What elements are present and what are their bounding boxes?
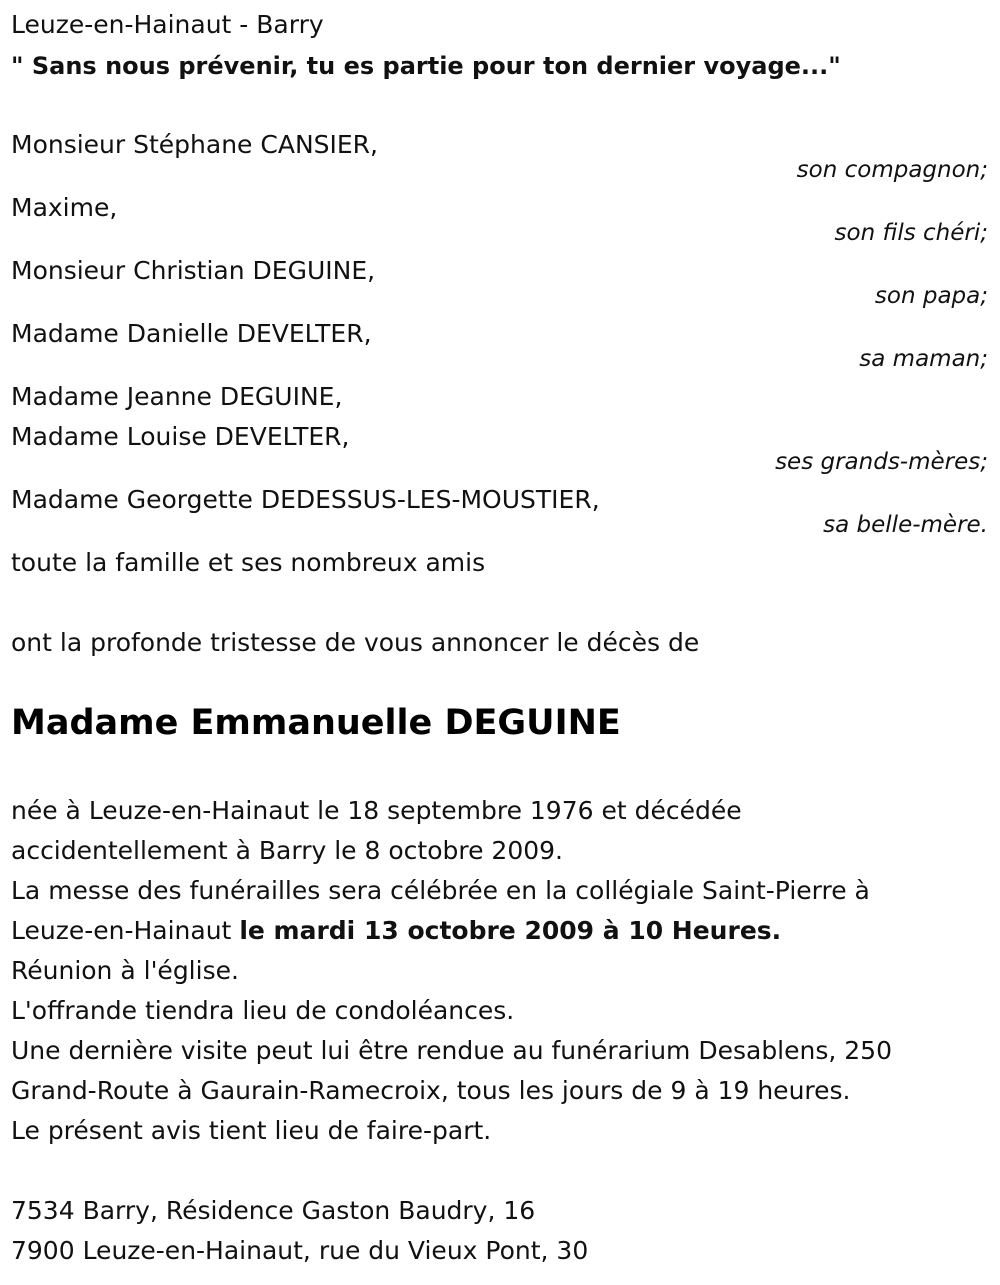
family-member-name: Monsieur Christian DEGUINE, — [11, 256, 376, 285]
family-member-relation: sa maman; — [859, 346, 988, 372]
address-line: 7900 Leuze-en-Hainaut, rue du Vieux Pont, 30 — [11, 1236, 589, 1265]
family-member-name: Madame Danielle DEVELTER, — [11, 319, 372, 348]
deceased-name: Madame Emmanuelle DEGUINE — [11, 703, 621, 743]
details-meeting: Réunion à l'église. — [11, 956, 239, 985]
family-member-name: Maxime, — [11, 193, 118, 222]
family-member-relation: sa belle-mère. — [823, 512, 988, 538]
header-quote: " Sans nous prévenir, tu es partie pour ton dernier voyage..." — [11, 52, 841, 80]
family-member-name: Monsieur Stéphane CANSIER, — [11, 130, 379, 159]
details-visit-line: Grand-Route à Gaurain-Ramecroix, tous les jours de 9 à 19 heures. — [11, 1076, 851, 1105]
family-member-relation: son papa; — [874, 283, 988, 309]
family-closing: toute la famille et ses nombreux amis — [11, 548, 486, 577]
details-offering: L'offrande tiendra lieu de condoléances. — [11, 996, 515, 1025]
details-mass-line — [11, 916, 781, 946]
family-member-relation: ses grands-mères; — [775, 449, 988, 475]
details-visit-line: Une dernière visite peut lui être rendue au funérarium Desablens, 250 — [11, 1036, 892, 1065]
family-member-relation: son fils chéri; — [834, 220, 988, 246]
mass-location-text: Leuze-en-Hainaut — [11, 916, 240, 945]
mass-datetime-text: le mardi 13 octobre 2009 à 10 Heures. — [239, 916, 782, 945]
family-member-name: Madame Jeanne DEGUINE, — [11, 382, 343, 411]
details-mass-line: La messe des funérailles sera célébrée en la collégiale Saint-Pierre à — [11, 876, 870, 905]
header-location: Leuze-en-Hainaut - Barry — [11, 10, 324, 39]
announcement-text: ont la profonde tristesse de vous annoncer le décès de — [11, 628, 700, 657]
family-member-name: Madame Georgette DEDESSUS-LES-MOUSTIER, — [11, 485, 600, 514]
details-birth-line: accidentellement à Barry le 8 octobre 2009. — [11, 836, 563, 865]
details-notice: Le présent avis tient lieu de faire-part. — [11, 1116, 492, 1145]
family-member-relation: son compagnon; — [796, 157, 988, 183]
address-line: 7534 Barry, Résidence Gaston Baudry, 16 — [11, 1196, 536, 1225]
details-birth-line: née à Leuze-en-Hainaut le 18 septembre 1976 et décédée — [11, 796, 742, 825]
family-member-name: Madame Louise DEVELTER, — [11, 422, 350, 451]
